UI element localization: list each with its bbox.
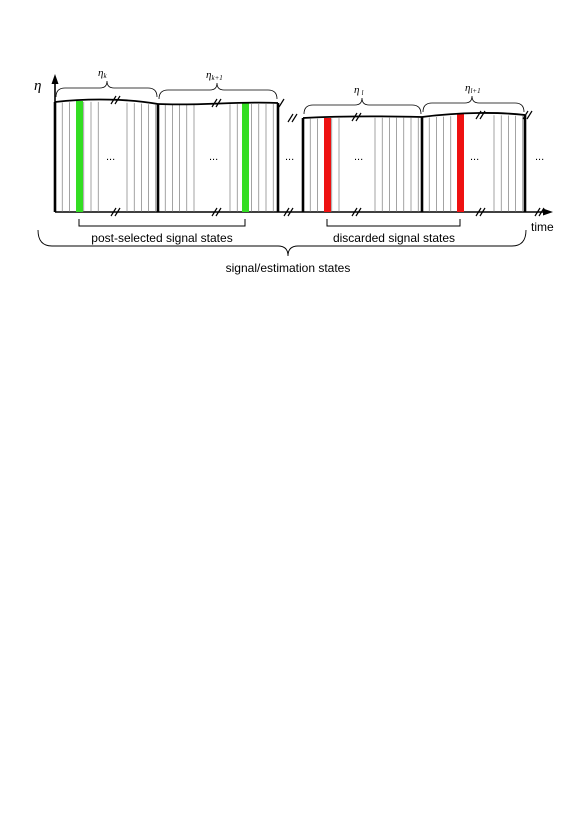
top-braces [56, 81, 524, 114]
discarded-stripe-l [324, 118, 331, 212]
label-eta-l: ηl [354, 84, 364, 97]
label-eta-l1: ηl+1 [465, 82, 481, 95]
discarded-stripe-l1 [457, 114, 464, 212]
ellipsis-end: ... [535, 151, 545, 163]
label-eta-k: ηk [98, 67, 107, 80]
bracket-post-selected [79, 219, 245, 226]
brace-l [304, 98, 421, 114]
ellipsis-in-l: ... [354, 151, 364, 163]
ellipsis-in-k: ... [106, 151, 116, 163]
y-axis-arrow [52, 74, 59, 84]
envelope-l [303, 116, 422, 118]
all-states-label: signal/estimation states [225, 261, 351, 275]
envelope-k [55, 100, 158, 104]
label-eta-k1: ηk+1 [206, 69, 223, 82]
brace-l1 [423, 96, 524, 112]
ellipsis-gap: ... [285, 151, 295, 163]
ellipsis-in-k1: ... [209, 151, 219, 163]
brace-k1 [159, 83, 277, 99]
ellipsis-in-l1: ... [470, 151, 480, 163]
y-axis-symbol: η [34, 78, 42, 94]
break-top-kend [279, 99, 284, 107]
selected-stripe-k [76, 101, 83, 212]
discarded-label: discarded signal states [332, 231, 456, 245]
bracket-discarded [327, 219, 460, 226]
x-axis-arrow [543, 209, 553, 216]
brace-k [56, 81, 157, 97]
x-axis-label: time [531, 220, 554, 234]
selected-stripe-k1 [242, 103, 249, 212]
bottom-brackets [79, 219, 460, 226]
break-top-gap [288, 114, 297, 122]
envelope-l1 [422, 113, 525, 117]
block-labels [98, 67, 481, 97]
post-selected-label: post-selected signal states [91, 231, 233, 245]
